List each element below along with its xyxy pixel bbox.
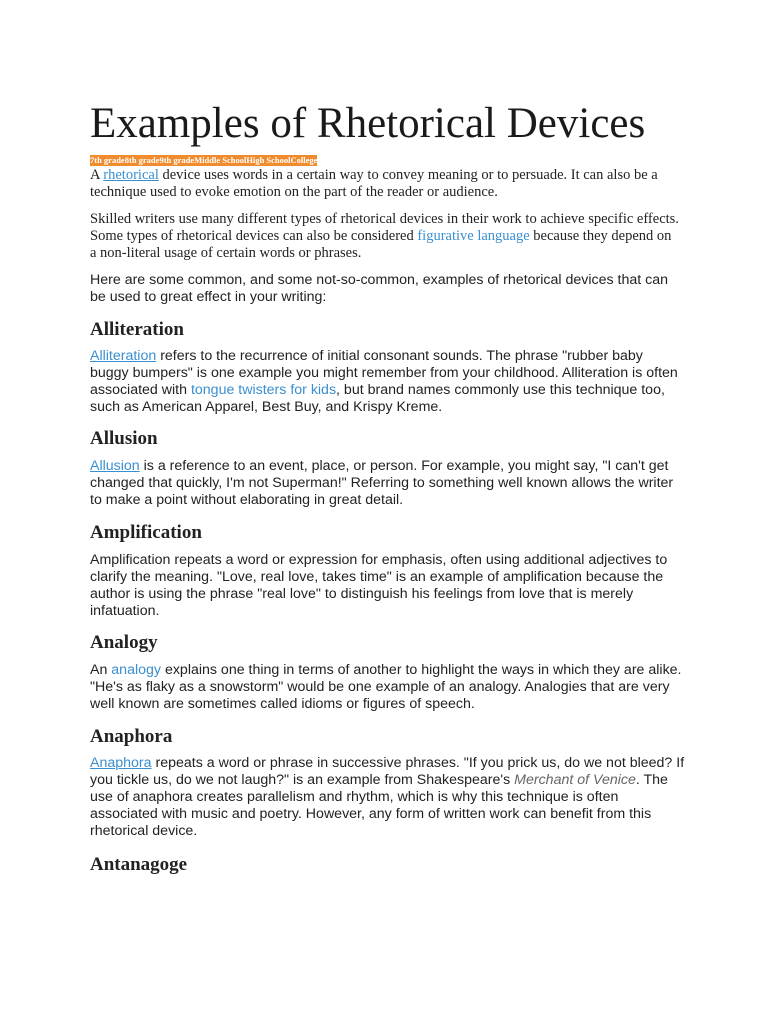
paragraph-amplification: Amplification repeats a word or expression for emphasis, often using additional adjectives to clarify the meaning. "Love, real love, takes time" is an example of amplification because the author is using the phrase "real love" to distinguish his feelings from love that is merely infatuation. — [90, 552, 668, 619]
tongue-twisters-link[interactable]: tongue twisters for kids — [190, 382, 337, 398]
body-text: . The use of anaphora creates parallelism and rhythm, which is why this technique is often associated with music and poetry. However, any form of written work can benefit from this rhetorical device. — [90, 772, 668, 839]
body-text: explains one thing in terms of another to highlight the ways in which they are alike. "He's as flaky as a snowstorm" would be one example of an analogy. Analogies that are very well known are sometimes called idioms or figures of speech. — [90, 662, 682, 712]
grade-level-tags — [90, 155, 317, 166]
analogy-link[interactable]: analogy — [111, 662, 161, 678]
intro-text: Skilled writers use many different types of rhetorical devices in their work to achieve specific effects. Some types of rhetorical devices can also be considered — [90, 211, 679, 244]
paragraph-analogy — [90, 662, 685, 713]
intro-paragraph-2 — [90, 211, 680, 262]
alliteration-link[interactable]: Alliteration — [90, 348, 157, 364]
intro-text: A — [90, 167, 104, 183]
intro-text: device uses words in a certain way to convey meaning or to persuade. It can also be a technique used to evoke emotion on the part of the reader or audience. — [90, 167, 658, 200]
paragraph-anaphora — [90, 755, 685, 840]
intro-text: because they depend on a non-literal usage of certain words or phrases. — [90, 228, 672, 261]
heading-antanagoge: Antanagoge — [90, 854, 188, 875]
grade-tag-high-school[interactable]: High School — [246, 155, 291, 165]
body-text: refers to the recurrence of initial consonant sounds. The phrase "rubber baby buggy bumpers" is one example you might remember from your childhood. Alliteration is often associated with — [90, 348, 678, 398]
intro-paragraph-3: Here are some common, and some not-so-common, examples of rhetorical devices that can be used to great effect in your writing: — [90, 272, 669, 305]
page-title: Examples of Rhetorical Devices — [90, 100, 646, 147]
body-text: is a reference to an event, place, or person. For example, you might say, "I can't get changed that quickly, I'm not Superman!" Referring to something well known allows the writer to make a point without elaborating in great detail. — [90, 458, 674, 508]
paragraph-alliteration — [90, 348, 685, 416]
body-text: , but brand names commonly use this technique too, such as American Apparel, Best Buy, and Krispy Kreme. — [90, 382, 665, 415]
heading-anaphora: Anaphora — [90, 726, 173, 747]
heading-amplification: Amplification — [90, 522, 202, 543]
work-title-merchant-of-venice: Merchant of Venice — [514, 772, 636, 788]
grade-tag-college[interactable]: College — [290, 155, 318, 165]
grade-tag-8th[interactable]: 8th grade — [124, 155, 160, 165]
rhetorical-link[interactable]: rhetorical — [103, 167, 159, 183]
body-text: repeats a word or phrase in successive phrases. "If you prick us, do we not bleed? If you tickle us, do we not laugh?" is an example from Shakespeare's — [90, 755, 685, 788]
figurative-language-link[interactable]: figurative language — [417, 228, 530, 244]
heading-allusion: Allusion — [90, 428, 158, 449]
grade-tag-9th[interactable]: 9th grade — [159, 155, 195, 165]
grade-tag-middle-school[interactable]: Middle School — [194, 155, 247, 165]
heading-alliteration: Alliteration — [90, 319, 184, 340]
paragraph-allusion — [90, 458, 685, 509]
anaphora-link[interactable]: Anaphora — [90, 755, 152, 771]
intro-paragraph-1 — [90, 167, 680, 201]
heading-analogy: Analogy — [90, 632, 158, 653]
body-text: An — [90, 662, 112, 678]
allusion-link[interactable]: Allusion — [90, 458, 140, 474]
grade-tag-7th[interactable]: 7th grade — [90, 155, 125, 165]
